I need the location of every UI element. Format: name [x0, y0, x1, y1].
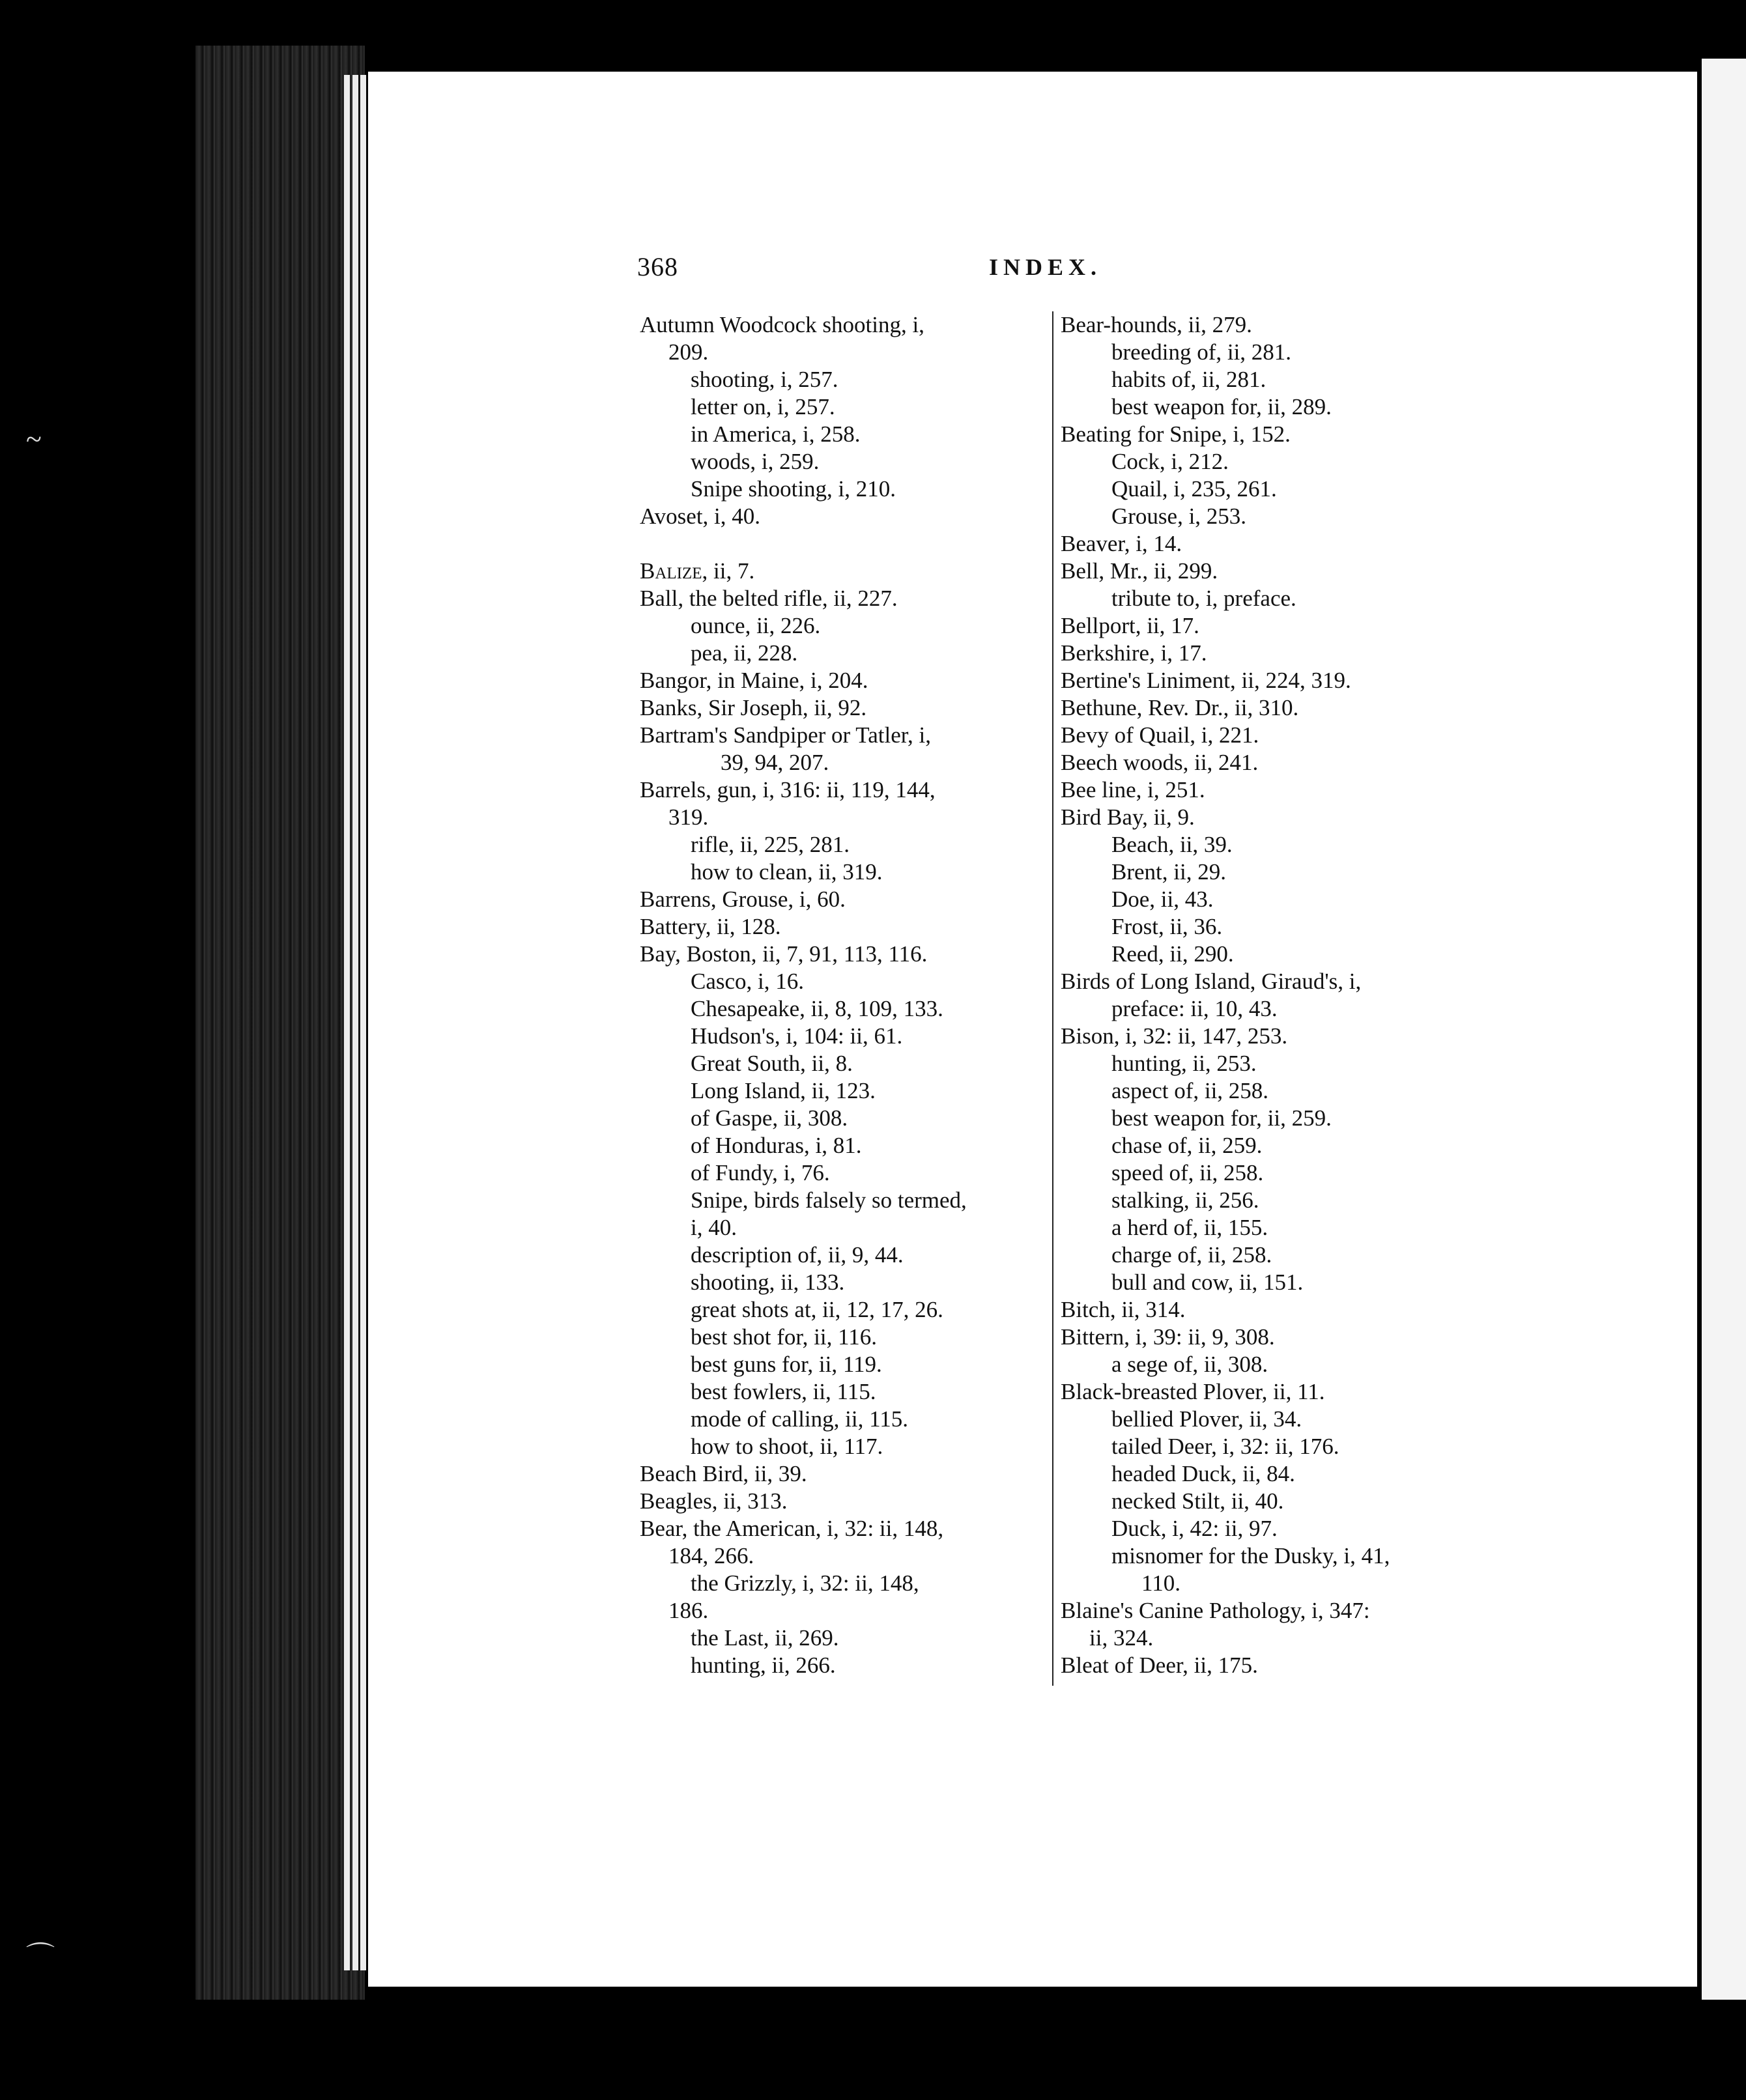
index-entry: Avoset, i, 40. [640, 504, 761, 529]
index-entry: Barrels, gun, i, 316: ii, 119, 144, [640, 777, 936, 802]
index-subentry: of Honduras, i, 81. [691, 1133, 862, 1158]
index-subentry: the Grizzly, i, 32: ii, 148, [691, 1570, 919, 1596]
page-edges [195, 46, 365, 2000]
index-subentry: 186. [668, 1598, 709, 1623]
index-entry: Battery, ii, 128. [640, 914, 781, 939]
index-subentry: stalking, ii, 256. [1111, 1187, 1259, 1213]
index-subentry: how to shoot, ii, 117. [691, 1434, 883, 1459]
index-subentry: ounce, ii, 226. [691, 613, 821, 638]
index-entry: Bear-hounds, ii, 279. [1061, 312, 1252, 337]
index-column-right [1061, 311, 1478, 1679]
index-entry: Banks, Sir Joseph, ii, 92. [640, 695, 867, 720]
index-subentry: shooting, i, 257. [691, 367, 838, 392]
index-entry: Bittern, i, 39: ii, 9, 308. [1061, 1324, 1275, 1350]
index-subentry: best weapon for, ii, 259. [1111, 1105, 1332, 1131]
index-subentry: woods, i, 259. [691, 449, 820, 474]
index-subentry: a sege of, ii, 308. [1111, 1352, 1268, 1377]
index-subentry: preface: ii, 10, 43. [1111, 996, 1278, 1021]
index-entry: Black-breasted Plover, ii, 11. [1061, 1379, 1325, 1404]
index-subentry: Duck, i, 42: ii, 97. [1111, 1516, 1278, 1541]
index-subentry: breeding of, ii, 281. [1111, 339, 1292, 365]
index-entry: Autumn Woodcock shooting, i, [640, 312, 924, 337]
index-entry: Beech woods, ii, 241. [1061, 750, 1259, 775]
index-subentry: Doe, ii, 43. [1111, 887, 1214, 912]
gutter [1697, 59, 1702, 2000]
index-subentry: Long Island, ii, 123. [691, 1078, 876, 1103]
index-entry: Bangor, in Maine, i, 204. [640, 668, 868, 693]
index-subentry: of Fundy, i, 76. [691, 1160, 830, 1185]
index-entry: Bartram's Sandpiper or Tatler, i, [640, 722, 931, 748]
facing-page-edge [1702, 59, 1746, 2000]
index-subentry: hunting, ii, 253. [1111, 1051, 1257, 1076]
index-subentry: Grouse, i, 253. [1111, 504, 1247, 529]
index-subentry: Beach, ii, 39. [1111, 832, 1233, 857]
page-header [637, 251, 1119, 283]
index-subentry: 39, 94, 207. [721, 750, 829, 775]
index-entry: Bird Bay, ii, 9. [1061, 804, 1195, 830]
index-entry: Bell, Mr., ii, 299. [1061, 558, 1218, 584]
index-entry: Bitch, ii, 314. [1061, 1297, 1186, 1322]
index-subentry: bellied Plover, ii, 34. [1111, 1406, 1302, 1432]
index-entry: Berkshire, i, 17. [1061, 640, 1207, 666]
index-entry: Birds of Long Island, Giraud's, i, [1061, 969, 1362, 994]
index-subentry: best weapon for, ii, 289. [1111, 394, 1332, 419]
index-subentry: hunting, ii, 266. [691, 1653, 836, 1678]
index-subentry: Great South, ii, 8. [691, 1051, 853, 1076]
margin-mark: ~ [26, 423, 42, 455]
index-subentry: Reed, ii, 290. [1111, 941, 1234, 967]
index-subentry: habits of, ii, 281. [1111, 367, 1267, 392]
index-entry: Beagles, ii, 313. [640, 1488, 788, 1514]
index-subentry: best fowlers, ii, 115. [691, 1379, 876, 1404]
index-subentry: charge of, ii, 258. [1111, 1242, 1272, 1268]
index-entry: Bison, i, 32: ii, 147, 253. [1061, 1023, 1288, 1049]
index-entry: Ball, the belted rifle, ii, 227. [640, 586, 898, 611]
index-subentry: 110. [1141, 1570, 1181, 1596]
index-subentry: 209. [668, 339, 709, 365]
index-subentry: in America, i, 258. [691, 421, 861, 447]
index-entry: Bellport, ii, 17. [1061, 613, 1199, 638]
index-subentry: Hudson's, i, 104: ii, 61. [691, 1023, 903, 1049]
index-subentry: Snipe shooting, i, 210. [691, 476, 896, 502]
index-subentry: tailed Deer, i, 32: ii, 176. [1111, 1434, 1339, 1459]
running-head: INDEX. [989, 254, 1102, 280]
index-subentry: rifle, ii, 225, 281. [691, 832, 850, 857]
index-subentry: 319. [668, 804, 709, 830]
index-subentry: speed of, ii, 258. [1111, 1160, 1264, 1185]
index-subentry: Cock, i, 212. [1111, 449, 1229, 474]
index-entry: Bee line, i, 251. [1061, 777, 1205, 802]
index-subentry: best shot for, ii, 116. [691, 1324, 878, 1350]
index-subentry: great shots at, ii, 12, 17, 26. [691, 1297, 943, 1322]
index-subentry: misnomer for the Dusky, i, 41, [1111, 1543, 1390, 1568]
page-edge-strip [352, 75, 358, 1970]
index-entry: Bethune, Rev. Dr., ii, 310. [1061, 695, 1299, 720]
index-subentry: Snipe, birds falsely so termed, [691, 1187, 967, 1213]
index-entry: Barrens, Grouse, i, 60. [640, 887, 846, 912]
index-subentry: bull and cow, ii, 151. [1111, 1270, 1304, 1295]
index-subentry: Casco, i, 16. [691, 969, 805, 994]
index-subentry: of Gaspe, ii, 308. [691, 1105, 848, 1131]
index-subentry: 184, 266. [668, 1543, 754, 1568]
index-subentry: the Last, ii, 269. [691, 1625, 839, 1651]
index-entry: Beating for Snipe, i, 152. [1061, 421, 1291, 447]
index-subentry: shooting, ii, 133. [691, 1270, 845, 1295]
index-subentry: description of, ii, 9, 44. [691, 1242, 904, 1268]
page-edge-strip [360, 75, 366, 1970]
index-subentry: ii, 324. [1089, 1625, 1154, 1651]
index-subentry: letter on, i, 257. [691, 394, 835, 419]
blank-line [640, 530, 1057, 558]
index-subentry: tribute to, i, preface. [1111, 586, 1296, 611]
index-subentry: headed Duck, ii, 84. [1111, 1461, 1295, 1486]
index-entry: Bleat of Deer, ii, 175. [1061, 1653, 1258, 1678]
index-subentry: aspect of, ii, 258. [1111, 1078, 1269, 1103]
index-entry: Blaine's Canine Pathology, i, 347: [1061, 1598, 1370, 1623]
index-subentry: pea, ii, 228. [691, 640, 798, 666]
margin-mark: ⌒ [26, 1941, 55, 1973]
index-subentry: necked Stilt, ii, 40. [1111, 1488, 1284, 1514]
index-entry: Bear, the American, i, 32: ii, 148, [640, 1516, 944, 1541]
index-subentry: Brent, ii, 29. [1111, 859, 1226, 885]
index-column-left [640, 311, 1057, 1679]
index-entry: Bevy of Quail, i, 221. [1061, 722, 1259, 748]
page-number: 368 [637, 252, 678, 281]
index-subentry: mode of calling, ii, 115. [691, 1406, 909, 1432]
index-subentry: a herd of, ii, 155. [1111, 1215, 1268, 1240]
index-subentry: chase of, ii, 259. [1111, 1133, 1263, 1158]
index-entry: Beach Bird, ii, 39. [640, 1461, 807, 1486]
index-entry: Bertine's Liniment, ii, 224, 319. [1061, 668, 1351, 693]
page-edge-strip [344, 75, 350, 1970]
index-subentry: Quail, i, 235, 261. [1111, 476, 1277, 502]
index-entry: Balize, ii, 7. [640, 558, 755, 584]
index-entry: Bay, Boston, ii, 7, 91, 113, 116. [640, 941, 928, 967]
index-subentry: best guns for, ii, 119. [691, 1352, 882, 1377]
column-divider [1052, 311, 1053, 1686]
index-entry: Beaver, i, 14. [1061, 531, 1182, 556]
index-subentry: i, 40. [691, 1215, 737, 1240]
index-subentry: Frost, ii, 36. [1111, 914, 1223, 939]
index-subentry: Chesapeake, ii, 8, 109, 133. [691, 996, 943, 1021]
index-subentry: how to clean, ii, 319. [691, 859, 883, 885]
